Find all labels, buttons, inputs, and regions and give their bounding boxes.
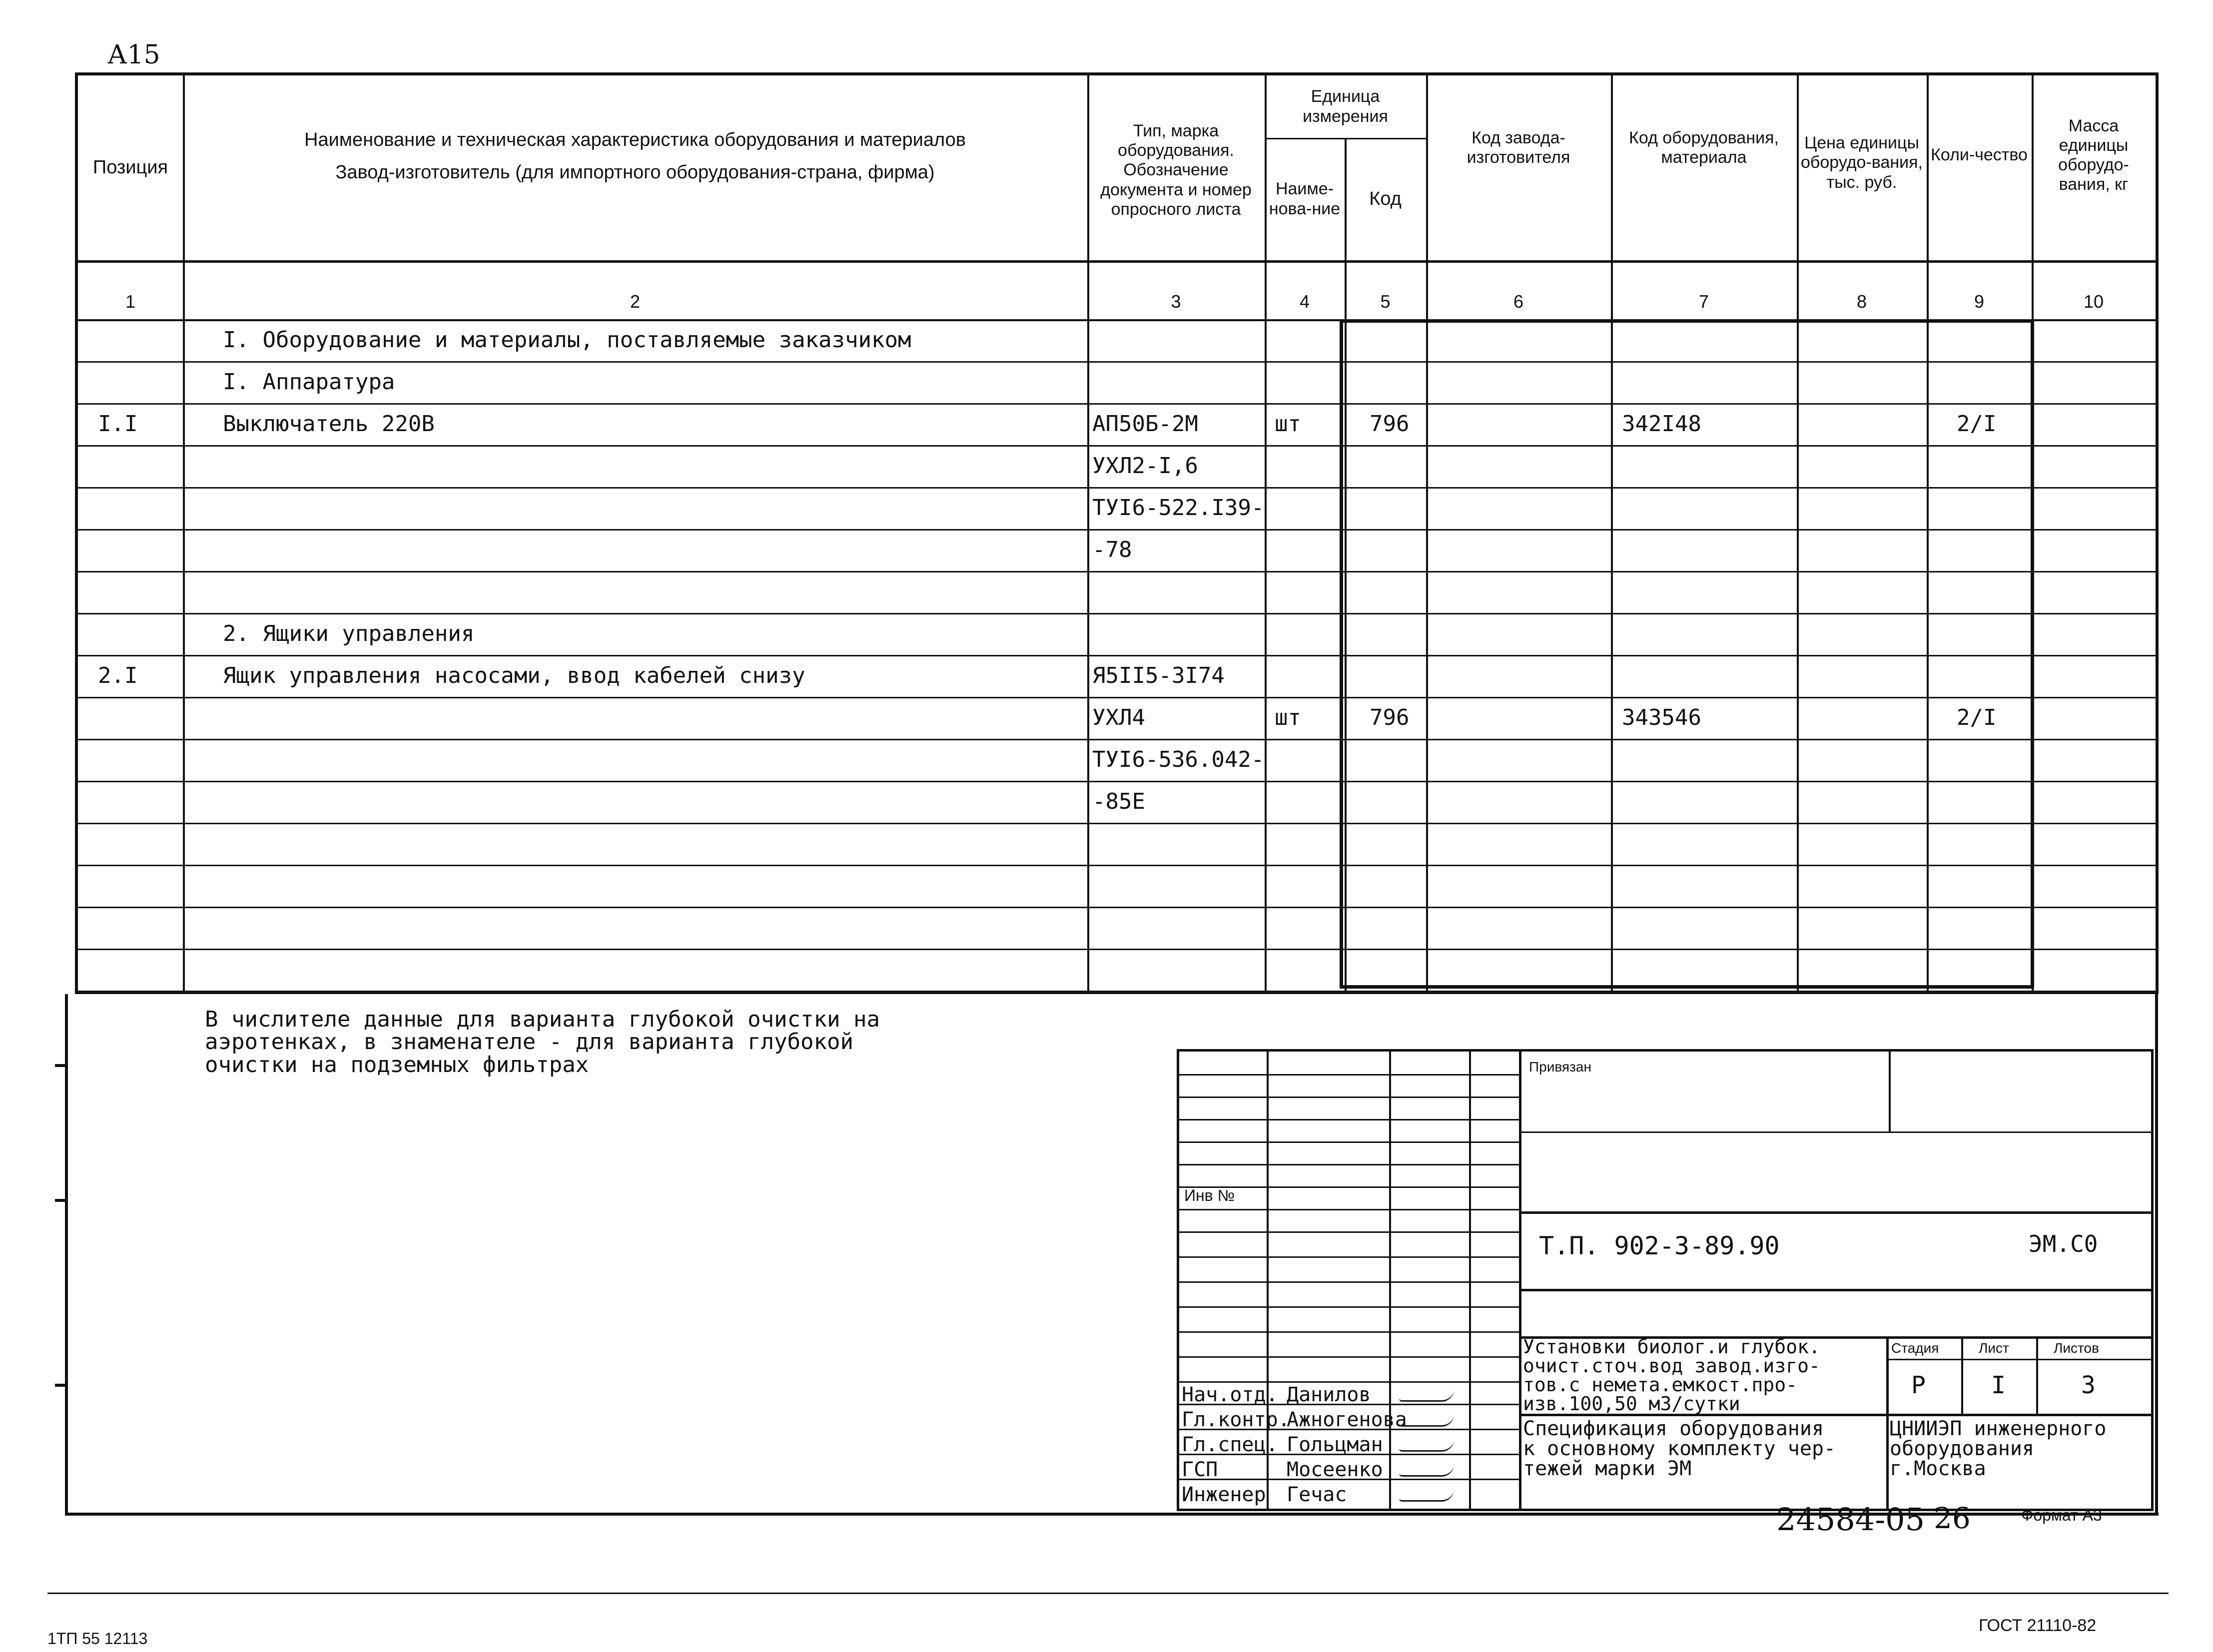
corner-mark: А15: [107, 40, 160, 70]
frame-right: [2155, 994, 2158, 1514]
sheets-value: 3: [2081, 1371, 2096, 1399]
header-name-line1: Наименование и техническая характеристика оборудования и материалов: [304, 129, 966, 151]
row-line: [78, 949, 2156, 950]
tb-line: [1179, 1074, 1519, 1076]
project-title-line: Установки биолог.и глубок.: [1523, 1336, 1820, 1358]
inv-no-label: Инв №: [1184, 1186, 1235, 1204]
privyazan-label: Привязан: [1529, 1059, 1591, 1075]
tb-line: [1179, 1209, 1519, 1210]
format-label: Формат А3: [2021, 1506, 2102, 1524]
signer-name: Гечас: [1287, 1483, 1347, 1506]
table-body: [78, 319, 2156, 994]
cell-qty: 2/I: [1957, 705, 1997, 730]
cell-name: Ящик управления насосами, ввод кабелей снизу: [223, 663, 805, 688]
tb-line: [1179, 1119, 1519, 1120]
colnum: 3: [1171, 291, 1181, 312]
header-bottom-line: [78, 260, 2156, 263]
cell-pos: I.I: [98, 411, 138, 437]
specification-table: [75, 72, 2159, 994]
doc-title-line: тежей марки ЭМ: [1523, 1457, 1692, 1480]
cell-type: УХЛ2-I,6: [1092, 453, 1198, 479]
colnum: 9: [1974, 291, 1985, 312]
signers-list: [1179, 1382, 1519, 1512]
stage-label: Стадия: [1891, 1340, 1939, 1356]
cell-qty: 2/I: [1957, 411, 1997, 437]
edge-tick: [55, 1199, 65, 1202]
project-title-line: очист.сточ.вод завод.изго-: [1523, 1355, 1820, 1377]
signer-name: Ажногенова: [1287, 1408, 1407, 1431]
sheets-label: Листов: [2054, 1340, 2099, 1356]
signer-role: ГСП: [1182, 1458, 1218, 1481]
colnum: 6: [1513, 291, 1524, 312]
signer-role: Гл.контр.: [1182, 1408, 1290, 1431]
edge-tick: [55, 1384, 65, 1387]
doc-title-line: к основному комплекту чер-: [1523, 1437, 1836, 1460]
header-position: Позиция: [92, 157, 168, 178]
title-block: [1177, 1049, 2154, 1511]
signer-name: Гольцман: [1287, 1433, 1383, 1456]
cell-type: Я5II5-3I74: [1092, 663, 1225, 688]
header-type: Тип, марка оборудования. Обозначение документа и номер опросного листа: [1100, 121, 1252, 219]
cell-type: АП50Б-2М: [1092, 411, 1198, 437]
bottom-rule: [47, 1593, 2169, 1594]
cell-name: Выключатель 220В: [223, 411, 435, 437]
signature-mark: [1399, 1464, 1454, 1477]
cell-type: -78: [1092, 537, 1132, 562]
colnum: 5: [1380, 291, 1391, 312]
note-line: аэротенках, в знаменателе - для варианта глубокой: [205, 1029, 854, 1055]
signer-role: Нач.отд.: [1182, 1383, 1278, 1406]
org-line: оборудования: [1890, 1437, 2034, 1460]
header-unit-code: Код: [1369, 188, 1402, 209]
signer-name: Мосеенко: [1287, 1458, 1383, 1481]
row-line: [78, 991, 2156, 992]
project-title-line: тов.с немета.емкост.про-: [1523, 1374, 1798, 1396]
row-line: [78, 907, 2156, 908]
tb-line: [1179, 1164, 1519, 1165]
cell-name: 2. Ящики управления: [223, 621, 475, 646]
tb-line: [1179, 1331, 1519, 1333]
colnum: 4: [1299, 291, 1310, 312]
sheet-value: I: [1991, 1371, 2006, 1399]
header-unit-name: Наиме-нова-ние: [1269, 179, 1341, 218]
signature-mark: [1399, 1489, 1454, 1502]
header-price: Цена единицы оборудо-вания, тыс. руб.: [1801, 133, 1923, 192]
cell-type: ТУI6-522.I39-: [1092, 495, 1265, 521]
organization: [1890, 1419, 2106, 1479]
sheet-label: Лист: [1979, 1340, 2009, 1356]
note-line: очистки на подземных фильтрах: [205, 1052, 589, 1078]
tb-line: [1179, 1356, 1519, 1358]
header-plant-code: Код завода-изготовителя: [1467, 128, 1570, 167]
cell-code: 796: [1370, 705, 1410, 730]
cell-code: 796: [1370, 411, 1410, 437]
header-mass: Масса единицы оборудо-вания, кг: [2058, 116, 2129, 194]
org-line: ЦНИИЭП инженерного: [1890, 1417, 2107, 1440]
cell-unit: шт: [1275, 411, 1301, 437]
tb-line: [1179, 1281, 1519, 1283]
org-line: г.Москва: [1890, 1457, 1986, 1480]
stage-value: Р: [1911, 1371, 1926, 1399]
gost-label: ГОСТ 21110-82: [1979, 1616, 2097, 1635]
colnum: 2: [630, 291, 641, 312]
footer-code: 1ТП 55 12113: [47, 1630, 148, 1648]
header-material-code: Код оборудования, материала: [1629, 128, 1779, 167]
signer-name: Данилов: [1287, 1383, 1371, 1406]
tb-line: [1179, 1256, 1519, 1258]
cell-mat: 343546: [1622, 705, 1701, 730]
signature-mark: [1399, 1439, 1454, 1452]
cell-type: ТУI6-536.042-: [1092, 747, 1265, 772]
header-quantity: Коли-чество: [1931, 145, 2028, 165]
tb-line: [1179, 1231, 1519, 1233]
cell-name: I. Аппаратура: [223, 369, 395, 395]
tb-line: [1179, 1097, 1519, 1098]
tb-line: [1519, 1131, 2151, 1133]
colnum: 8: [1856, 291, 1867, 312]
signature-mark: [1399, 1414, 1454, 1427]
frame-left: [65, 994, 68, 1514]
project-title: [1523, 1337, 1820, 1413]
edge-tick: [55, 1064, 65, 1067]
colnum: 1: [125, 291, 136, 312]
header-name-line2: Завод-изготовитель (для импортного оборудования-страна, фирма): [335, 162, 935, 183]
tb-line: [1519, 1289, 2151, 1291]
signer-role: Инженер: [1182, 1483, 1266, 1506]
cell-mat: 342I48: [1622, 411, 1701, 437]
cell-unit: шт: [1275, 705, 1301, 730]
row-line: [78, 823, 2156, 824]
tb-line: [1519, 1052, 1521, 1511]
tb-line: [1889, 1052, 1891, 1131]
cell-type: УХЛ4: [1092, 705, 1145, 730]
colnum: 10: [2083, 291, 2104, 312]
doc-title-line: Спецификация оборудования: [1523, 1417, 1824, 1440]
table-note: [205, 1008, 1104, 1076]
colnum: 7: [1698, 291, 1709, 312]
row-line: [78, 865, 2156, 866]
tb-line: [2036, 1336, 2038, 1414]
doc-mark: ЭМ.С0: [2029, 1230, 2098, 1257]
tb-line: [1519, 1211, 2151, 1214]
tb-line: [1886, 1336, 1889, 1511]
row-line: [78, 571, 2156, 572]
archive-number: 24584-05: [1776, 1501, 1925, 1538]
archive-suffix: 26: [1934, 1501, 1971, 1535]
cell-type: -85Е: [1092, 789, 1145, 814]
cell-pos: 2.I: [98, 663, 138, 688]
tb-line: [1961, 1336, 1963, 1414]
doc-title: [1523, 1419, 1836, 1479]
signer-role: Гл.спец.: [1182, 1433, 1278, 1456]
tb-line: [1179, 1306, 1519, 1308]
tb-line: [1179, 1141, 1519, 1143]
doc-code: Т.П. 902-3-89.90: [1539, 1231, 1780, 1260]
header-unit-group: Единица измерения: [1303, 87, 1388, 126]
tb-line: [1886, 1359, 2151, 1360]
project-title-line: изв.100,50 м3/сутки: [1523, 1393, 1740, 1415]
note-line: В числителе данные для варианта глубокой очистки на: [205, 1007, 880, 1032]
cell-name: I. Оборудование и материалы, поставляемые заказчиком: [223, 327, 911, 353]
signature-mark: [1399, 1389, 1454, 1402]
